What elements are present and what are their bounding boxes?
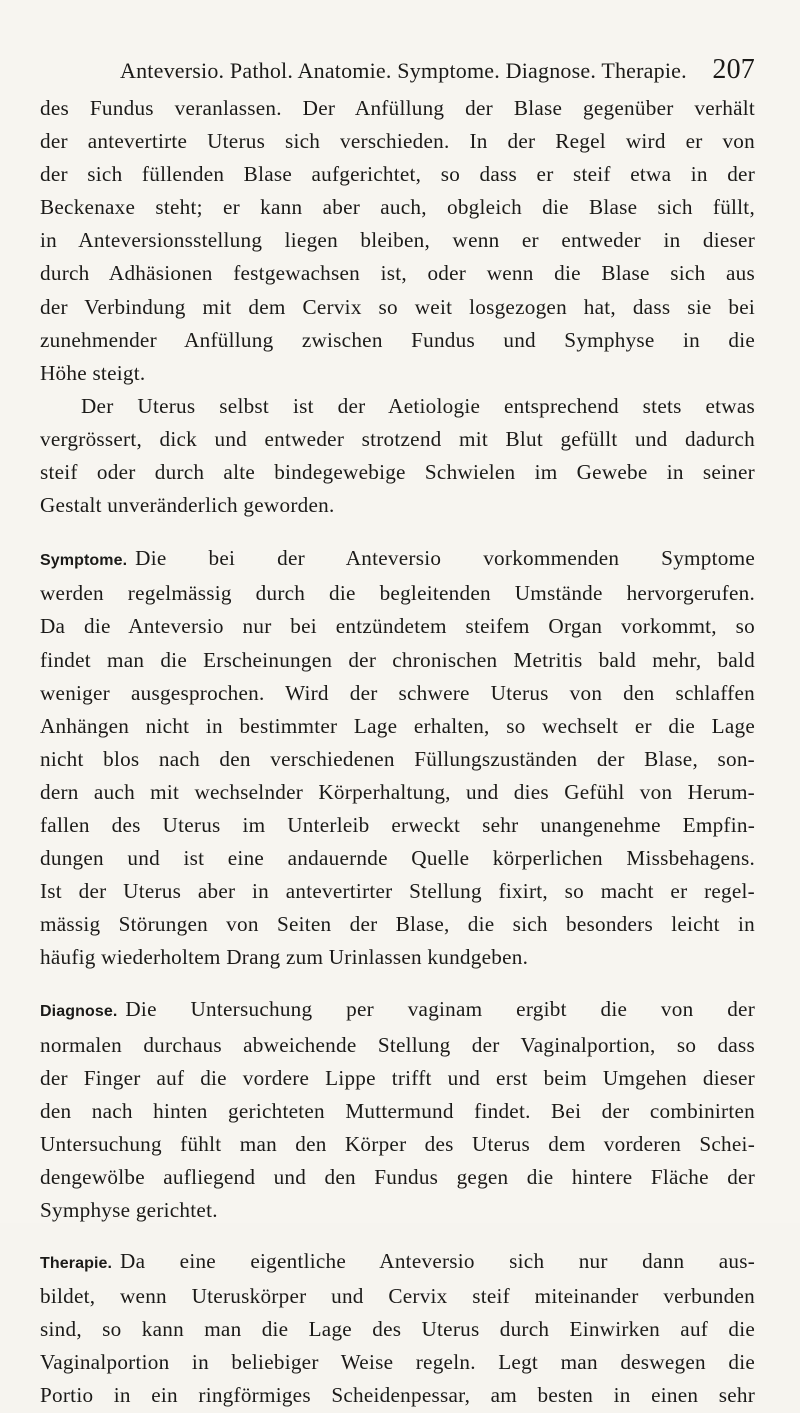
text-line: normalen durchaus abweichende Stellung der Vaginalportion, so dass	[40, 1032, 755, 1057]
text-line: werden regelmässig durch die begleitenden Umstände hervorgerufen.	[40, 581, 755, 606]
text-line: mässig Störungen von Seiten der Blase, die sich besonders leicht in	[40, 912, 755, 937]
text-line: des Fundus veranlassen. Der Anfüllung der Blase gegenüber verhält	[40, 96, 755, 120]
text-line: der sich füllenden Blase aufgerichtet, so dass er steif etwa in der	[40, 162, 755, 187]
text-line: Vaginalportion in beliebiger Weise regeln. Legt man deswegen die	[40, 1350, 755, 1375]
text-line: Ist der Uterus aber in antevertirter Stellung fixirt, so macht er regel-	[40, 879, 755, 904]
text-line: der Finger auf die vordere Lippe trifft und erst beim Umgehen dieser	[40, 1065, 755, 1090]
text-line: Beckenaxe steht; er kann aber auch, obgleich die Blase sich füllt,	[40, 195, 755, 220]
section-lead-text: Die Untersuchung per vaginam ergibt die von der	[125, 997, 755, 1022]
paragraph-anatomy-continued	[40, 92, 755, 390]
text-line: den nach hinten gerichteten Muttermund findet. Bei der combinirten	[40, 1098, 755, 1123]
section-diagnose	[40, 993, 755, 1227]
section-label-symptome: Symptome.	[40, 552, 128, 570]
paragraph-uterus	[40, 390, 755, 522]
text-line	[40, 993, 755, 1028]
page-number: 207	[712, 54, 755, 85]
section-label-therapie: Therapie.	[40, 1255, 113, 1273]
text-line: sind, so kann man die Lage des Uterus durch Einwirken auf die	[40, 1317, 755, 1342]
section-gap	[40, 974, 755, 993]
text-line: Symphyse gerichtet.	[40, 1198, 218, 1222]
text-line: dungen und ist eine andauernde Quelle körperlichen Missbehagens.	[40, 846, 755, 871]
section-lead-text: Da eine eigentliche Anteversio sich nur dann aus-	[120, 1249, 755, 1274]
text-line: Portio in ein ringförmiges Scheidenpessar, am besten in einen sehr	[40, 1383, 755, 1408]
text-line: vergrössert, dick und entweder strotzend mit Blut gefüllt und dadurch	[40, 426, 755, 451]
text-line: durch Adhäsionen festgewachsen ist, oder wenn die Blase sich aus	[40, 261, 755, 286]
text-line: Anhängen nicht in bestimmter Lage erhalten, so wechselt er die Lage	[40, 713, 755, 738]
text-line: dengewölbe aufliegend und den Fundus gegen die hintere Fläche der	[40, 1164, 755, 1189]
text-line: steif oder durch alte bindegewebige Schwielen im Gewebe in seiner	[40, 460, 755, 485]
text-line: der antevertirte Uterus sich verschieden. In der Regel wird er von	[40, 129, 755, 154]
text-line: findet man die Erscheinungen der chronischen Metritis bald mehr, bald	[40, 647, 755, 672]
text-line	[40, 1245, 755, 1280]
text-line: Da die Anteversio nur bei entzündetem steifem Organ vorkommt, so	[40, 614, 755, 639]
section-label-diagnose: Diagnose.	[40, 1003, 118, 1021]
section-symptome	[40, 542, 755, 974]
running-title: Anteversio. Pathol. Anatomie. Symptome. Diagnose. Therapie.	[120, 58, 687, 83]
text-line: häufig wiederholtem Drang zum Urinlassen kundgeben.	[40, 945, 529, 970]
text-line: fallen des Uterus im Unterleib erweckt sehr unangenehme Empfin-	[40, 812, 755, 837]
section-therapie	[40, 1245, 755, 1412]
text-line: Der Uterus selbst ist der Aetiologie entsprechend stets etwas	[81, 393, 755, 418]
text-line: bildet, wenn Uteruskörper und Cervix steif miteinander verbunden	[40, 1284, 755, 1309]
text-line: Höhe steigt.	[40, 360, 146, 385]
section-gap	[40, 522, 755, 542]
section-lead-text: Die bei der Anteversio vorkommenden Symptome	[135, 546, 755, 571]
running-head	[40, 54, 755, 88]
text-line: nicht blos nach den verschiedenen Füllungszuständen der Blase, son-	[40, 746, 755, 771]
text-line: in Anteversionsstellung liegen bleiben, wenn er entweder in dieser	[40, 228, 755, 253]
text-line	[40, 542, 755, 577]
body-text	[40, 92, 755, 1413]
text-line: Untersuchung fühlt man den Körper des Uterus dem vorderen Schei-	[40, 1131, 755, 1156]
text-line: weniger ausgesprochen. Wird der schwere Uterus von den schlaffen	[40, 680, 755, 705]
text-line: Gestalt unveränderlich geworden.	[40, 493, 335, 518]
text-line: dern auch mit wechselnder Körperhaltung, und dies Gefühl von Herum-	[40, 779, 755, 804]
text-line: der Verbindung mit dem Cervix so weit losgezogen hat, dass sie bei	[40, 294, 755, 319]
section-gap	[40, 1227, 755, 1245]
text-line: zunehmender Anfüllung zwischen Fundus und Symphyse in die	[40, 327, 755, 352]
